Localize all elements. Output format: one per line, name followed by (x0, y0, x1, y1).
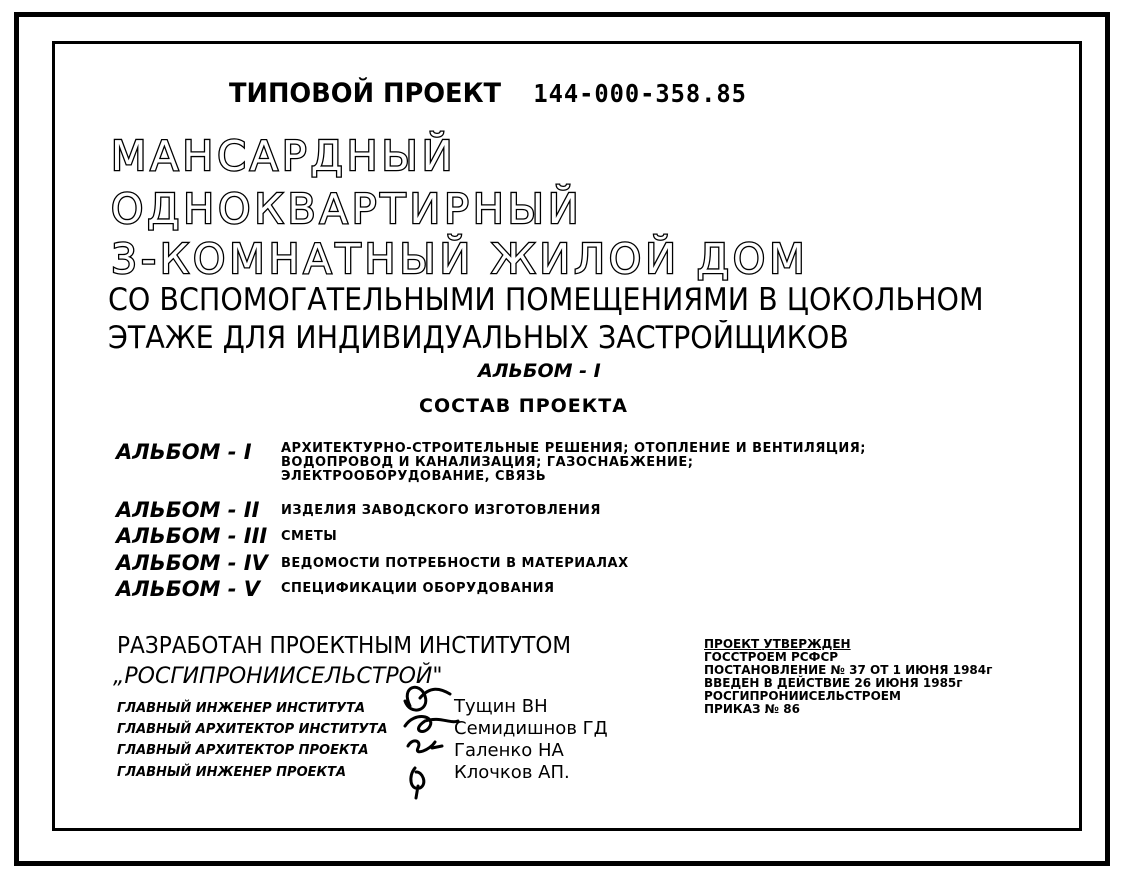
approval-block (704, 638, 992, 716)
album-1-desc-line: АРХИТЕКТУРНО-СТРОИТЕЛЬНЫЕ РЕШЕНИЯ; ОТОПЛЕНИЕ И ВЕНТИЛЯЦИЯ; (281, 441, 867, 456)
album-5-label: АЛЬБОМ - V (116, 577, 261, 601)
title-line-3: 3-КОМНАТНЫЙ ЖИЛОЙ ДОМ (111, 235, 809, 283)
album-1-label: АЛЬБОМ - I (116, 440, 252, 464)
developer-line-1: РАЗРАБОТАН ПРОЕКТНЫМ ИНСТИТУТОМ (117, 633, 572, 659)
approval-line: РОСГИПРОНИИСЕЛЬСТРОЕМ (704, 689, 901, 703)
signatory-name: Семидишнов ГД (454, 718, 608, 739)
album-4-description: ВЕДОМОСТИ ПОТРЕБНОСТИ В МАТЕРИАЛАХ (281, 556, 629, 571)
title-line-4: СО ВСПОМОГАТЕЛЬНЫМИ ПОМЕЩЕНИЯМИ В ЦОКОЛЬНОМ (108, 282, 984, 318)
signature-4-icon (411, 768, 424, 798)
signatory-name: Тущин ВН (454, 696, 548, 717)
signatory-name: Клочков АП. (454, 762, 570, 783)
album-1-description (281, 442, 866, 484)
title-line-1: МАНСАРДНЫЙ (111, 132, 457, 180)
signature-1-icon (405, 687, 450, 710)
approval-line: ПРОЕКТ УТВЕРЖДЕН (704, 637, 851, 651)
composition-heading: СОСТАВ ПРОЕКТА (419, 395, 628, 417)
project-label: ТИПОВОЙ ПРОЕКТ (229, 78, 502, 109)
signatory-role: ГЛАВНЫЙ ИНЖЕНЕР ПРОЕКТА (117, 765, 347, 780)
signatory-name: Галенко НА (454, 740, 564, 761)
project-designation (229, 78, 747, 109)
album-1-desc-line: ЭЛЕКТРООБОРУДОВАНИЕ, СВЯЗЬ (281, 469, 547, 484)
approval-line: ПОСТАНОВЛЕНИЕ № 37 ОТ 1 ИЮНЯ 1984г (704, 663, 993, 677)
title-line-2: ОДНОКВАРТИРНЫЙ (111, 185, 583, 233)
album-3-label: АЛЬБОМ - III (116, 524, 268, 548)
signatory-role: ГЛАВНЫЙ АРХИТЕКТОР ИНСТИТУТА (117, 722, 388, 737)
developer-institute: „РОСГИПРОНИИСЕЛЬСТРОЙ" (113, 664, 443, 689)
signature-3-icon (408, 741, 442, 752)
album-5-description: СПЕЦИФИКАЦИИ ОБОРУДОВАНИЯ (281, 581, 555, 596)
album-3-description: СМЕТЫ (281, 529, 338, 544)
album-number: АЛЬБОМ - I (478, 360, 601, 382)
signature-2-icon (405, 717, 458, 732)
signature-scribbles (380, 676, 460, 801)
album-4-label: АЛЬБОМ - IV (116, 551, 268, 575)
album-1-desc-line: ВОДОПРОВОД И КАНАЛИЗАЦИЯ; ГАЗОСНАБЖЕНИЕ; (281, 455, 694, 470)
album-2-label: АЛЬБОМ - II (116, 498, 260, 522)
approval-line: ПРИКАЗ № 86 (704, 702, 800, 716)
signatory-role: ГЛАВНЫЙ АРХИТЕКТОР ПРОЕКТА (117, 743, 369, 758)
title-line-5: ЭТАЖЕ ДЛЯ ИНДИВИДУАЛЬНЫХ ЗАСТРОЙЩИКОВ (108, 320, 849, 356)
album-2-description: ИЗДЕЛИЯ ЗАВОДСКОГО ИЗГОТОВЛЕНИЯ (281, 503, 601, 518)
signatory-role: ГЛАВНЫЙ ИНЖЕНЕР ИНСТИТУТА (117, 701, 366, 716)
project-number: 144-000-358.85 (533, 79, 747, 108)
approval-line: ВВЕДЕН В ДЕЙСТВИЕ 26 ИЮНЯ 1985г (704, 676, 963, 690)
approval-line: ГОССТРОЕМ РСФСР (704, 650, 839, 664)
